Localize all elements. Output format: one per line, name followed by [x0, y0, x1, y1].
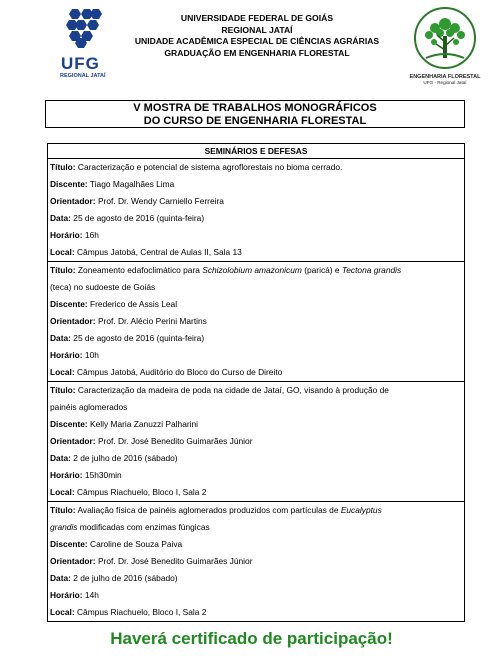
advisor-label: Orientador:	[50, 436, 96, 446]
time-label: Horário:	[50, 590, 83, 600]
place-label: Local:	[50, 367, 75, 377]
forestry-logo-title: ENGENHARIA FLORESTAL	[409, 74, 481, 80]
certificate-notice: Haverá certificado de participação!	[110, 629, 393, 648]
advisor-name: Prof. Dr. Alécio Perini Martins	[97, 316, 207, 326]
event-title-box	[45, 100, 465, 128]
course-name: GRADUAÇÃO EM ENGENHARIA FLORESTAL	[164, 47, 350, 58]
time-row	[50, 467, 462, 484]
time-value: 15h30min	[84, 470, 122, 480]
entry-title-row	[50, 262, 462, 296]
place-row	[50, 244, 462, 261]
place-label: Local:	[50, 487, 75, 497]
place-row	[50, 604, 462, 621]
advisor-name: Prof. Dr. Wendy Carniello Ferreira	[97, 196, 224, 206]
entry-title-part: Avaliação física de painéis aglomerados produzidos com partículas de	[77, 505, 339, 515]
student-label: Discente:	[50, 419, 88, 429]
student-name: Kelly Maria Zanuzzi Palharini	[90, 419, 199, 429]
time-row	[50, 347, 462, 364]
entry-1	[48, 159, 465, 262]
advisor-row	[50, 193, 462, 210]
species-name: Schizolobium amazonicum	[202, 265, 302, 275]
entry-title-part: Zoneamento edafoclimático para	[77, 265, 200, 275]
place-value: Câmpus Jatobá, Central de Aulas II, Sala 13	[77, 247, 242, 257]
place-row	[50, 484, 462, 501]
entry-title-row	[50, 502, 462, 536]
student-label: Discente:	[50, 299, 88, 309]
advisor-label: Orientador:	[50, 316, 96, 326]
ufg-logo-subtitle: REGIONAL JATAÍ	[60, 73, 106, 79]
student-row	[50, 176, 462, 193]
place-value: Câmpus Riachuelo, Bloco I, Sala 2	[77, 487, 207, 497]
student-row	[50, 416, 462, 433]
date-row	[50, 570, 462, 587]
date-label: Data:	[50, 333, 71, 343]
species-name: Eucalyptus	[340, 505, 382, 515]
entry-4	[48, 502, 465, 622]
date-row	[50, 210, 462, 227]
advisor-row	[50, 313, 462, 330]
time-label: Horário:	[50, 350, 83, 360]
date-label: Data:	[50, 213, 71, 223]
student-row	[50, 536, 462, 553]
advisor-label: Orientador:	[50, 556, 96, 566]
entry-title-row	[50, 159, 462, 176]
student-name: Frederico de Assis Leal	[90, 299, 178, 309]
time-value: 16h	[84, 230, 99, 240]
date-value: 25 de agosto de 2016 (quinta-feira)	[73, 213, 205, 223]
entry-3	[48, 382, 465, 502]
place-label: Local:	[50, 247, 75, 257]
advisor-row	[50, 553, 462, 570]
entry-title-part: modificadas com enzimas fúngicas	[79, 522, 210, 532]
place-row	[50, 364, 462, 381]
header	[0, 0, 503, 96]
time-label: Horário:	[50, 230, 83, 240]
advisor-name: Prof. Dr. José Benedito Guimarães Júnior	[97, 436, 253, 446]
place-value: Câmpus Riachuelo, Bloco I, Sala 2	[77, 607, 207, 617]
ufg-logo-text: UFG	[61, 54, 100, 73]
advisor-row	[50, 433, 462, 450]
event-title-line-1: V MOSTRA DE TRABALHOS MONOGRÁFICOS	[133, 102, 377, 114]
ufg-hexagon-icon	[64, 8, 104, 48]
entry-title-row	[50, 382, 462, 416]
date-value: 25 de agosto de 2016 (quinta-feira)	[73, 333, 205, 343]
date-label: Data:	[50, 453, 71, 463]
time-row	[50, 227, 462, 244]
student-name: Tiago Magalhães Lima	[89, 179, 175, 189]
date-row	[50, 330, 462, 347]
time-value: 10h	[84, 350, 99, 360]
university-name: UNIVERSIDADE FEDERAL DE GOIÁS	[180, 13, 334, 23]
section-header: SEMINÁRIOS E DEFESAS	[48, 144, 465, 159]
place-label: Local:	[50, 607, 75, 617]
advisor-name: Prof. Dr. José Benedito Guimarães Júnior	[97, 556, 253, 566]
entry-title-part: painéis aglomerados	[50, 402, 128, 412]
place-value: Câmpus Jatobá, Auditório do Bloco do Curso de Direito	[77, 367, 283, 377]
forestry-logo-label	[398, 74, 492, 85]
title-label: Título:	[50, 385, 76, 395]
time-label: Horário:	[50, 470, 83, 480]
unit-name: UNIDADE ACADÊMICA ESPECIAL DE CIÊNCIAS AGRÁRIAS	[134, 36, 380, 47]
student-name: Caroline de Souza Paiva	[90, 539, 183, 549]
species-name: grandis	[50, 522, 78, 532]
student-row	[50, 296, 462, 313]
title-label: Título:	[50, 265, 76, 275]
entry-2	[48, 262, 465, 382]
event-title-line-2: DO CURSO DE ENGENHARIA FLORESTAL	[143, 115, 367, 127]
advisor-label: Orientador:	[50, 196, 96, 206]
time-value: 14h	[84, 590, 99, 600]
title-label: Título:	[50, 162, 76, 172]
date-value: 2 de julho de 2016 (sábado)	[73, 573, 178, 583]
entry-title-part: (paricá) e	[304, 265, 340, 275]
time-row	[50, 587, 462, 604]
entry-title-part: Caracterização da madeira de poda na cidade de Jataí, GO, visando à produção de	[77, 385, 389, 395]
regional-name: REGIONAL JATAÍ	[221, 24, 293, 35]
date-label: Data:	[50, 573, 71, 583]
entry-title: Caracterização e potencial de sistema agroflorestais no bioma cerrado.	[77, 162, 343, 172]
entry-title-part: (teca) no sudoeste de Goiás	[50, 282, 156, 292]
institution-heading	[114, 13, 400, 59]
ufg-logo	[52, 6, 114, 80]
schedule-table	[47, 143, 465, 622]
forestry-logo-subtitle: UFG - Regional Jataí	[423, 80, 467, 85]
student-label: Discente:	[50, 539, 88, 549]
date-row	[50, 450, 462, 467]
title-label: Título:	[50, 505, 76, 515]
species-name: Tectona grandis	[341, 265, 402, 275]
student-label: Discente:	[50, 179, 88, 189]
date-value: 2 de julho de 2016 (sábado)	[73, 453, 178, 463]
